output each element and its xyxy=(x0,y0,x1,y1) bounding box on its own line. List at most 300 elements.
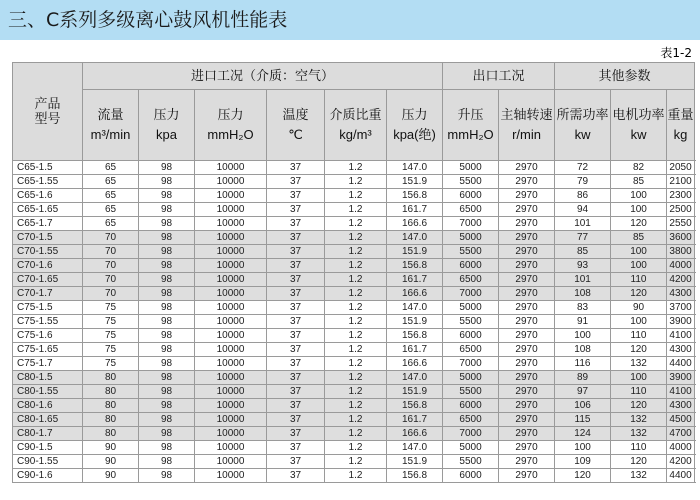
table-cell: 106 xyxy=(555,399,611,413)
table-cell: 10000 xyxy=(195,259,267,273)
table-cell: 1.2 xyxy=(325,413,387,427)
page-title: 三、C系列多级离心鼓风机性能表 xyxy=(0,0,700,40)
table-cell: 2550 xyxy=(667,217,695,231)
table-cell: 89 xyxy=(555,371,611,385)
table-cell: 2970 xyxy=(499,203,555,217)
table-cell: 70 xyxy=(83,231,139,245)
cell-model: C75-1.65 xyxy=(13,343,83,357)
table-cell: 2970 xyxy=(499,385,555,399)
table-cell: 161.7 xyxy=(387,343,443,357)
cell-model: C75-1.7 xyxy=(13,357,83,371)
table-cell: 1.2 xyxy=(325,427,387,441)
header-column-name: 压力 xyxy=(153,108,180,123)
table-cell: 5500 xyxy=(443,455,499,469)
table-cell: 1.2 xyxy=(325,385,387,399)
table-cell: 75 xyxy=(83,357,139,371)
table-cell: 37 xyxy=(267,455,325,469)
table-cell: 2970 xyxy=(499,231,555,245)
table-cell: 4700 xyxy=(667,427,695,441)
table-cell: 75 xyxy=(83,329,139,343)
table-cell: 132 xyxy=(611,469,667,483)
table-cell: 10000 xyxy=(195,427,267,441)
header-column-unit: mmH₂O xyxy=(207,127,254,142)
header-column-10 xyxy=(667,90,695,161)
table-cell: 2970 xyxy=(499,287,555,301)
table-cell: 37 xyxy=(267,273,325,287)
table-row xyxy=(13,329,695,343)
table-cell: 1.2 xyxy=(325,287,387,301)
table-cell: 80 xyxy=(83,413,139,427)
table-cell: 2050 xyxy=(667,161,695,175)
table-row xyxy=(13,203,695,217)
table-cell: 6000 xyxy=(443,399,499,413)
table-cell: 6000 xyxy=(443,469,499,483)
table-row xyxy=(13,385,695,399)
table-cell: 7000 xyxy=(443,287,499,301)
table-row xyxy=(13,315,695,329)
table-cell: 7000 xyxy=(443,357,499,371)
table-cell: 108 xyxy=(555,287,611,301)
table-cell: 70 xyxy=(83,287,139,301)
cell-model: C90-1.5 xyxy=(13,441,83,455)
table-cell: 166.6 xyxy=(387,287,443,301)
table-cell: 80 xyxy=(83,399,139,413)
table-cell: 2970 xyxy=(499,273,555,287)
table-row xyxy=(13,371,695,385)
header-column-unit: m³/min xyxy=(90,127,131,142)
header-column-unit: kw xyxy=(630,127,647,142)
table-cell: 37 xyxy=(267,203,325,217)
table-cell: 37 xyxy=(267,259,325,273)
table-cell: 2970 xyxy=(499,469,555,483)
table-cell: 10000 xyxy=(195,217,267,231)
header-column-8 xyxy=(555,90,611,161)
table-cell: 10000 xyxy=(195,273,267,287)
table-cell: 1.2 xyxy=(325,343,387,357)
table-cell: 98 xyxy=(139,189,195,203)
table-cell: 1.2 xyxy=(325,469,387,483)
table-cell: 4200 xyxy=(667,455,695,469)
table-cell: 98 xyxy=(139,455,195,469)
table-cell: 98 xyxy=(139,315,195,329)
table-cell: 100 xyxy=(611,371,667,385)
header-column-unit: kg xyxy=(673,127,688,142)
table-cell: 10000 xyxy=(195,245,267,259)
table-cell: 4100 xyxy=(667,385,695,399)
header-column-name: 主轴转速 xyxy=(500,108,553,123)
table-cell: 109 xyxy=(555,455,611,469)
table-cell: 161.7 xyxy=(387,203,443,217)
table-cell: 98 xyxy=(139,217,195,231)
table-cell: 1.2 xyxy=(325,273,387,287)
table-cell: 37 xyxy=(267,441,325,455)
table-cell: 10000 xyxy=(195,301,267,315)
table-cell: 100 xyxy=(555,441,611,455)
table-cell: 120 xyxy=(611,343,667,357)
table-cell: 1.2 xyxy=(325,399,387,413)
table-cell: 75 xyxy=(83,301,139,315)
table-cell: 3900 xyxy=(667,315,695,329)
table-cell: 90 xyxy=(83,455,139,469)
table-row xyxy=(13,455,695,469)
table-row xyxy=(13,189,695,203)
cell-model: C65-1.55 xyxy=(13,175,83,189)
table-cell: 4400 xyxy=(667,469,695,483)
table-cell: 98 xyxy=(139,399,195,413)
table-cell: 110 xyxy=(611,273,667,287)
cell-model: C90-1.55 xyxy=(13,455,83,469)
table-cell: 93 xyxy=(555,259,611,273)
table-cell: 116 xyxy=(555,357,611,371)
table-cell: 2970 xyxy=(499,217,555,231)
cell-model: C70-1.5 xyxy=(13,231,83,245)
table-cell: 10000 xyxy=(195,441,267,455)
table-cell: 75 xyxy=(83,315,139,329)
table-cell: 3900 xyxy=(667,371,695,385)
table-cell: 65 xyxy=(83,189,139,203)
table-row xyxy=(13,217,695,231)
table-cell: 120 xyxy=(555,469,611,483)
table-cell: 10000 xyxy=(195,399,267,413)
table-cell: 37 xyxy=(267,189,325,203)
table-row xyxy=(13,399,695,413)
table-row xyxy=(13,161,695,175)
table-cell: 120 xyxy=(611,399,667,413)
table-cell: 37 xyxy=(267,357,325,371)
cell-model: C90-1.6 xyxy=(13,469,83,483)
cell-model: C80-1.5 xyxy=(13,371,83,385)
cell-model: C70-1.7 xyxy=(13,287,83,301)
table-cell: 2970 xyxy=(499,245,555,259)
table-cell: 37 xyxy=(267,161,325,175)
table-cell: 120 xyxy=(611,287,667,301)
table-cell: 5500 xyxy=(443,385,499,399)
table-cell: 100 xyxy=(611,245,667,259)
header-column-name: 压力 xyxy=(401,108,428,123)
table-cell: 1.2 xyxy=(325,371,387,385)
table-cell: 91 xyxy=(555,315,611,329)
table-cell: 10000 xyxy=(195,161,267,175)
header-column-3 xyxy=(267,90,325,161)
table-cell: 132 xyxy=(611,427,667,441)
table-cell: 2970 xyxy=(499,301,555,315)
header-group-inlet: 进口工况（介质：空气） xyxy=(83,63,443,90)
table-cell: 151.9 xyxy=(387,175,443,189)
table-cell: 7000 xyxy=(443,217,499,231)
table-cell: 2970 xyxy=(499,399,555,413)
header-column-name: 温度 xyxy=(282,108,309,123)
table-cell: 161.7 xyxy=(387,413,443,427)
table-cell: 37 xyxy=(267,315,325,329)
table-cell: 2970 xyxy=(499,455,555,469)
cell-model: C80-1.55 xyxy=(13,385,83,399)
table-cell: 2970 xyxy=(499,427,555,441)
header-column-7 xyxy=(499,90,555,161)
header-column-name: 所需功率 xyxy=(556,108,609,123)
table-cell: 101 xyxy=(555,217,611,231)
header-model: 产品型号 xyxy=(13,63,83,161)
table-cell: 1.2 xyxy=(325,231,387,245)
table-cell: 94 xyxy=(555,203,611,217)
table-cell: 10000 xyxy=(195,329,267,343)
table-cell: 83 xyxy=(555,301,611,315)
table-row xyxy=(13,441,695,455)
cell-model: C65-1.5 xyxy=(13,161,83,175)
table-cell: 1.2 xyxy=(325,357,387,371)
table-cell: 10000 xyxy=(195,469,267,483)
table-cell: 37 xyxy=(267,287,325,301)
table-cell: 156.8 xyxy=(387,189,443,203)
table-cell: 6500 xyxy=(443,273,499,287)
table-cell: 90 xyxy=(611,301,667,315)
table-cell: 132 xyxy=(611,357,667,371)
table-cell: 110 xyxy=(611,329,667,343)
table-cell: 10000 xyxy=(195,175,267,189)
table-cell: 151.9 xyxy=(387,455,443,469)
header-group-outlet: 出口工况 xyxy=(443,63,555,90)
table-row xyxy=(13,301,695,315)
cell-model: C80-1.65 xyxy=(13,413,83,427)
table-cell: 77 xyxy=(555,231,611,245)
table-cell: 1.2 xyxy=(325,203,387,217)
table-cell: 4400 xyxy=(667,357,695,371)
table-cell: 37 xyxy=(267,371,325,385)
table-cell: 1.2 xyxy=(325,301,387,315)
table-cell: 5000 xyxy=(443,371,499,385)
table-cell: 98 xyxy=(139,357,195,371)
table-cell: 75 xyxy=(83,343,139,357)
table-cell: 65 xyxy=(83,203,139,217)
table-cell: 10000 xyxy=(195,315,267,329)
table-cell: 3800 xyxy=(667,245,695,259)
table-cell: 4200 xyxy=(667,273,695,287)
table-cell: 120 xyxy=(611,217,667,231)
table-cell: 6500 xyxy=(443,343,499,357)
table-cell: 70 xyxy=(83,273,139,287)
table-cell: 85 xyxy=(611,231,667,245)
table-cell: 7000 xyxy=(443,427,499,441)
cell-model: C75-1.6 xyxy=(13,329,83,343)
table-cell: 79 xyxy=(555,175,611,189)
table-cell: 10000 xyxy=(195,357,267,371)
table-cell: 80 xyxy=(83,385,139,399)
table-cell: 5500 xyxy=(443,315,499,329)
table-cell: 2300 xyxy=(667,189,695,203)
table-cell: 37 xyxy=(267,231,325,245)
cell-model: C75-1.5 xyxy=(13,301,83,315)
table-cell: 10000 xyxy=(195,203,267,217)
table-cell: 151.9 xyxy=(387,385,443,399)
cell-model: C80-1.7 xyxy=(13,427,83,441)
cell-model: C70-1.65 xyxy=(13,273,83,287)
table-row xyxy=(13,343,695,357)
header-column-5 xyxy=(387,90,443,161)
table-cell: 37 xyxy=(267,469,325,483)
table-cell: 2970 xyxy=(499,329,555,343)
table-cell: 37 xyxy=(267,175,325,189)
table-cell: 10000 xyxy=(195,385,267,399)
table-cell: 6000 xyxy=(443,259,499,273)
cell-model: C65-1.65 xyxy=(13,203,83,217)
table-cell: 4300 xyxy=(667,287,695,301)
table-cell: 72 xyxy=(555,161,611,175)
table-cell: 37 xyxy=(267,427,325,441)
table-cell: 4500 xyxy=(667,413,695,427)
table-cell: 6500 xyxy=(443,203,499,217)
table-cell: 98 xyxy=(139,301,195,315)
header-column-unit: kpa(绝) xyxy=(393,127,436,142)
table-cell: 2970 xyxy=(499,189,555,203)
table-cell: 2970 xyxy=(499,357,555,371)
table-cell: 10000 xyxy=(195,189,267,203)
table-cell: 166.6 xyxy=(387,217,443,231)
table-cell: 4300 xyxy=(667,343,695,357)
table-cell: 98 xyxy=(139,413,195,427)
table-cell: 1.2 xyxy=(325,189,387,203)
table-cell: 2970 xyxy=(499,441,555,455)
header-column-1 xyxy=(139,90,195,161)
table-row xyxy=(13,287,695,301)
table-cell: 156.8 xyxy=(387,399,443,413)
table-cell: 98 xyxy=(139,259,195,273)
table-cell: 90 xyxy=(83,469,139,483)
table-cell: 65 xyxy=(83,217,139,231)
table-cell: 98 xyxy=(139,175,195,189)
table-cell: 1.2 xyxy=(325,329,387,343)
table-cell: 10000 xyxy=(195,343,267,357)
cell-model: C75-1.55 xyxy=(13,315,83,329)
cell-model: C70-1.6 xyxy=(13,259,83,273)
header-column-4 xyxy=(325,90,387,161)
table-row xyxy=(13,273,695,287)
header-column-name: 重量 xyxy=(667,108,694,123)
header-column-name: 压力 xyxy=(217,108,244,123)
header-column-unit: ℃ xyxy=(288,127,303,142)
table-cell: 166.6 xyxy=(387,357,443,371)
table-cell: 70 xyxy=(83,245,139,259)
table-number: 表1-2 xyxy=(660,46,692,60)
table-cell: 4000 xyxy=(667,259,695,273)
header-column-9 xyxy=(611,90,667,161)
table-cell: 98 xyxy=(139,273,195,287)
table-cell: 147.0 xyxy=(387,231,443,245)
table-cell: 6000 xyxy=(443,329,499,343)
table-cell: 37 xyxy=(267,329,325,343)
table-cell: 147.0 xyxy=(387,371,443,385)
table-cell: 85 xyxy=(555,245,611,259)
table-cell: 1.2 xyxy=(325,441,387,455)
table-row xyxy=(13,245,695,259)
table-cell: 37 xyxy=(267,301,325,315)
table-cell: 98 xyxy=(139,371,195,385)
table-cell: 10000 xyxy=(195,413,267,427)
table-cell: 5000 xyxy=(443,441,499,455)
cell-model: C65-1.6 xyxy=(13,189,83,203)
header-column-6 xyxy=(443,90,499,161)
table-cell: 2100 xyxy=(667,175,695,189)
cell-model: C70-1.55 xyxy=(13,245,83,259)
table-cell: 98 xyxy=(139,231,195,245)
table-cell: 101 xyxy=(555,273,611,287)
table-cell: 37 xyxy=(267,217,325,231)
table-row xyxy=(13,413,695,427)
table-cell: 110 xyxy=(611,385,667,399)
table-row xyxy=(13,427,695,441)
table-row xyxy=(13,357,695,371)
table-cell: 2970 xyxy=(499,413,555,427)
table-cell: 156.8 xyxy=(387,329,443,343)
table-cell: 5500 xyxy=(443,245,499,259)
table-cell: 65 xyxy=(83,175,139,189)
table-cell: 37 xyxy=(267,343,325,357)
table-cell: 1.2 xyxy=(325,175,387,189)
table-cell: 108 xyxy=(555,343,611,357)
table-cell: 147.0 xyxy=(387,301,443,315)
table-cell: 37 xyxy=(267,385,325,399)
table-cell: 80 xyxy=(83,371,139,385)
table-cell: 120 xyxy=(611,455,667,469)
table-cell: 10000 xyxy=(195,371,267,385)
table-cell: 10000 xyxy=(195,231,267,245)
table-row xyxy=(13,175,695,189)
header-column-unit: r/min xyxy=(512,127,541,142)
table-row xyxy=(13,259,695,273)
table-cell: 70 xyxy=(83,259,139,273)
table-cell: 2970 xyxy=(499,315,555,329)
table-cell: 98 xyxy=(139,245,195,259)
table-cell: 100 xyxy=(555,329,611,343)
table-cell: 37 xyxy=(267,413,325,427)
table-cell: 98 xyxy=(139,161,195,175)
table-cell: 82 xyxy=(611,161,667,175)
header-column-name: 介质比重 xyxy=(329,108,382,123)
table-cell: 147.0 xyxy=(387,441,443,455)
table-cell: 2970 xyxy=(499,259,555,273)
table-row xyxy=(13,231,695,245)
table-cell: 5000 xyxy=(443,161,499,175)
table-cell: 2970 xyxy=(499,161,555,175)
cell-model: C65-1.7 xyxy=(13,217,83,231)
table-cell: 98 xyxy=(139,203,195,217)
table-cell: 2970 xyxy=(499,175,555,189)
table-cell: 100 xyxy=(611,259,667,273)
table-cell: 1.2 xyxy=(325,259,387,273)
header-column-unit: kpa xyxy=(156,127,177,142)
table-cell: 1.2 xyxy=(325,217,387,231)
table-cell: 98 xyxy=(139,469,195,483)
table-cell: 98 xyxy=(139,441,195,455)
table-cell: 156.8 xyxy=(387,469,443,483)
table-cell: 90 xyxy=(83,441,139,455)
table-cell: 4100 xyxy=(667,329,695,343)
table-cell: 5000 xyxy=(443,301,499,315)
header-column-2 xyxy=(195,90,267,161)
table-cell: 100 xyxy=(611,315,667,329)
table-cell: 37 xyxy=(267,245,325,259)
table-row xyxy=(13,469,695,483)
header-column-name: 升压 xyxy=(457,108,484,123)
table-cell: 100 xyxy=(611,189,667,203)
table-cell: 3600 xyxy=(667,231,695,245)
table-cell: 151.9 xyxy=(387,315,443,329)
table-cell: 10000 xyxy=(195,455,267,469)
cell-model: C80-1.6 xyxy=(13,399,83,413)
table-cell: 1.2 xyxy=(325,245,387,259)
table-cell: 80 xyxy=(83,427,139,441)
table-cell: 156.8 xyxy=(387,259,443,273)
table-cell: 97 xyxy=(555,385,611,399)
table-cell: 10000 xyxy=(195,287,267,301)
